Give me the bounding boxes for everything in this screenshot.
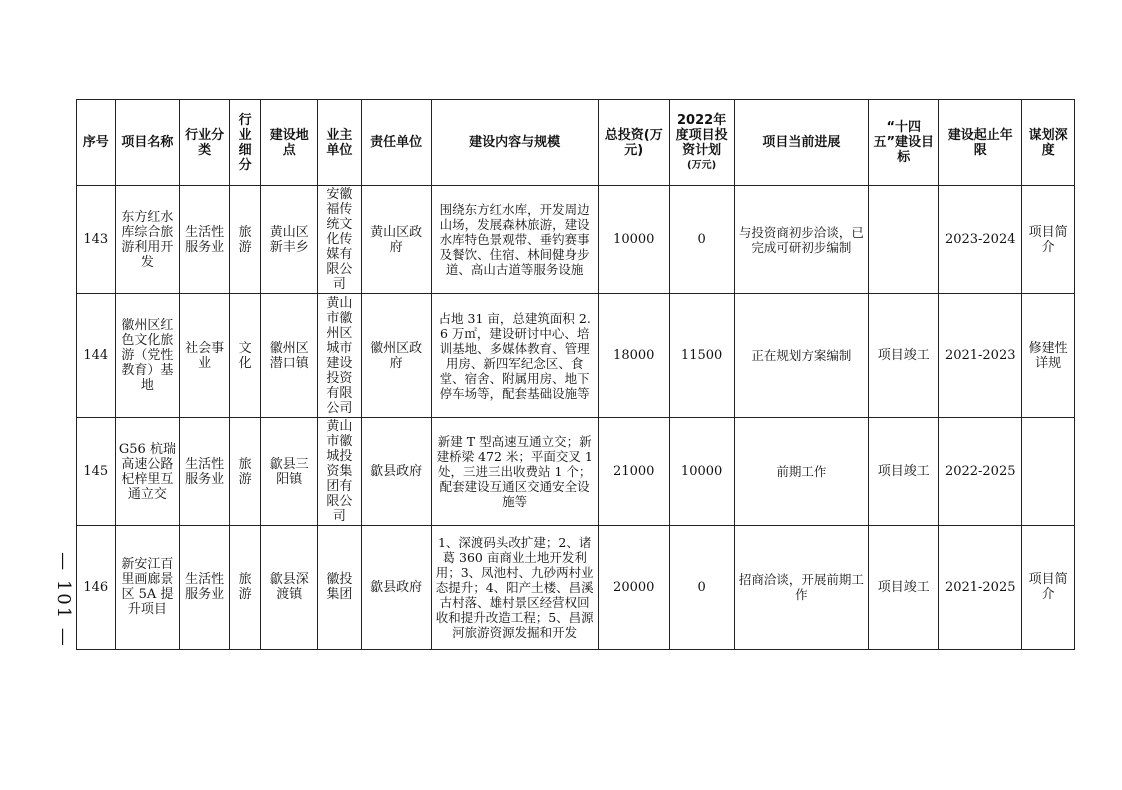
cell-location: 徽州区潜口镇	[261, 294, 318, 418]
cell-industry: 生活性服务业	[180, 418, 230, 525]
table-row	[77, 525, 1075, 649]
cell-period: 2021-2025	[939, 525, 1022, 649]
cell-responsible: 歙县政府	[361, 418, 431, 525]
header-owner: 业主单位	[318, 100, 362, 186]
header-plan-2022-unit: (万元)	[687, 159, 717, 171]
cell-owner: 安徽福传统文化传媒有限公司	[318, 186, 362, 294]
cell-location: 歙县三阳镇	[261, 418, 318, 525]
cell-name: G56 杭瑞高速公路杞梓里互通立交	[115, 418, 180, 525]
cell-total-investment: 20000	[598, 525, 669, 649]
cell-content: 围绕东方红水库，开发周边山场，发展森林旅游，建设水库特色景观带、垂钓赛事及餐饮、住宿、林间健身步道、高山古道等服务设施	[431, 186, 598, 294]
header-total-investment: 总投资(万元)	[598, 100, 669, 186]
cell-name: 徽州区红色文化旅游（党性教育）基地	[115, 294, 180, 418]
cell-seq: 145	[77, 418, 116, 525]
header-content: 建设内容与规模	[431, 100, 598, 186]
cell-industry: 社会事业	[180, 294, 230, 418]
cell-owner: 黄山市徽城投资集团有限公司	[318, 418, 362, 525]
cell-progress: 前期工作	[734, 418, 869, 525]
cell-seq: 143	[77, 186, 116, 294]
cell-depth: 修建性详规	[1022, 294, 1075, 418]
cell-total-investment: 10000	[598, 186, 669, 294]
header-seq: 序号	[77, 100, 116, 186]
cell-name: 新安江百里画廊景区 5A 提升项目	[115, 525, 180, 649]
header-industry-sub: 行业细分	[229, 100, 260, 186]
header-depth: 谋划深度	[1022, 100, 1075, 186]
page-number: — 101 —	[53, 552, 75, 648]
cell-period: 2023-2024	[939, 186, 1022, 294]
cell-industry-sub: 旅游	[229, 525, 260, 649]
header-industry: 行业分类	[180, 100, 230, 186]
cell-industry-sub: 旅游	[229, 418, 260, 525]
cell-seq: 146	[77, 525, 116, 649]
cell-depth	[1022, 418, 1075, 525]
cell-total-investment: 18000	[598, 294, 669, 418]
cell-target: 项目竣工	[869, 525, 939, 649]
table-row	[77, 186, 1075, 294]
cell-responsible: 歙县政府	[361, 525, 431, 649]
header-name: 项目名称	[115, 100, 180, 186]
table-row	[77, 294, 1075, 418]
header-location: 建设地点	[261, 100, 318, 186]
cell-industry: 生活性服务业	[180, 186, 230, 294]
header-progress: 项目当前进展	[734, 100, 869, 186]
cell-target: 项目竣工	[869, 418, 939, 525]
cell-target: 项目竣工	[869, 294, 939, 418]
cell-total-investment: 21000	[598, 418, 669, 525]
cell-plan-2022: 10000	[669, 418, 734, 525]
header-target: “十四五”建设目标	[869, 100, 939, 186]
header-responsible: 责任单位	[361, 100, 431, 186]
cell-seq: 144	[77, 294, 116, 418]
cell-depth: 项目简介	[1022, 186, 1075, 294]
cell-location: 歙县深渡镇	[261, 525, 318, 649]
cell-content: 1、深渡码头改扩建；2、诸葛 360 亩商业土地开发利用；3、凤池村、九砂两村业态提升；4、阳产土楼、昌溪古村落、雄村景区经营权回收和提升改造工程；5、昌源河旅游资源发掘和开发	[431, 525, 598, 649]
cell-progress: 与投资商初步洽谈，已完成可研初步编制	[734, 186, 869, 294]
cell-industry-sub: 文化	[229, 294, 260, 418]
header-period: 建设起止年限	[939, 100, 1022, 186]
cell-plan-2022: 0	[669, 525, 734, 649]
cell-period: 2022-2025	[939, 418, 1022, 525]
cell-plan-2022: 0	[669, 186, 734, 294]
header-row	[77, 100, 1075, 186]
cell-responsible: 徽州区政府	[361, 294, 431, 418]
cell-industry: 生活性服务业	[180, 525, 230, 649]
cell-owner: 黄山市徽州区城市建设投资有限公司	[318, 294, 362, 418]
header-plan-2022	[669, 100, 734, 186]
cell-content: 新建 T 型高速互通立交；新建桥梁 472 米；平面交叉 1 处，三进三出收费站 1 个；配套建设互通区交通安全设施等	[431, 418, 598, 525]
cell-owner: 徽投集团	[318, 525, 362, 649]
project-table	[76, 99, 1075, 650]
header-plan-2022-title: 2022年度项目投资计划	[675, 112, 728, 158]
cell-content: 占地 31 亩，总建筑面积 2.6 万㎡，建设研讨中心、培训基地、多媒体教育、管理用房、新四军纪念区、食堂、宿舍、附属用房、地下停车场等，配套基础设施等	[431, 294, 598, 418]
cell-progress: 招商洽谈，开展前期工作	[734, 525, 869, 649]
cell-target	[869, 186, 939, 294]
cell-plan-2022: 11500	[669, 294, 734, 418]
table-row	[77, 418, 1075, 525]
cell-depth: 项目简介	[1022, 525, 1075, 649]
cell-period: 2021-2023	[939, 294, 1022, 418]
cell-industry-sub: 旅游	[229, 186, 260, 294]
cell-name: 东方红水库综合旅游利用开发	[115, 186, 180, 294]
cell-location: 黄山区新丰乡	[261, 186, 318, 294]
cell-responsible: 黄山区政府	[361, 186, 431, 294]
cell-progress: 正在规划方案编制	[734, 294, 869, 418]
